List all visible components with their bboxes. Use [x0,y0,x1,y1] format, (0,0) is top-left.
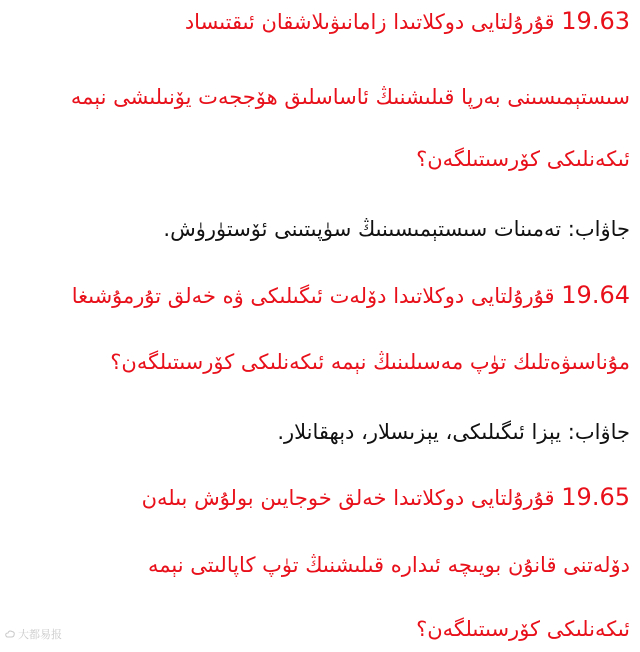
question-19-65-line-2 [10,550,630,580]
watermark [4,626,62,642]
question-19-63-line-1 [10,6,630,36]
question-text: سىستېمىسىنى بەرپا قىلىشنىڭ ئاساسلىق ھۆججەت يۆنىلىشى نېمە [70,85,630,109]
question-19-65-line-3 [10,614,630,644]
question-number: 19.64 [561,281,630,309]
question-text: قۇرۇلتايى دوكلاتىدا دۆلەت ئىگىلىكى ۋە خەلق تۇرمۇشىغا [71,284,555,308]
answer-19-63 [10,214,630,244]
question-19-65-line-1 [10,482,630,512]
question-number: 19.63 [561,7,630,35]
cloud-logo-icon [4,628,16,640]
watermark-text: 大都易报 [18,628,62,641]
answer-text: جاۋاب: تەمىنات سىستېمىسىنىڭ سۈپىتىنى ئۆستۈرۈش. [163,217,630,241]
question-number: 19.65 [561,483,630,511]
question-text: ئىكەنلىكى كۆرسىتىلگەن؟ [416,147,630,171]
question-text: دۆلەتنى قانۇن بويىچە ئىدارە قىلىشنىڭ تۈپ كاپالىتى نېمە [147,553,630,577]
question-19-63-line-3 [10,144,630,174]
answer-text: جاۋاب: يېزا ئىگىلىكى، يېزىسلار، دېھقانلار. [277,420,630,444]
question-19-64-line-2 [10,347,630,377]
question-text: مۇناسىۋەتلىك تۈپ مەسىلىنىڭ نېمە ئىكەنلىكى كۆرسىتىلگەن؟ [110,350,630,374]
question-text: ئىكەنلىكى كۆرسىتىلگەن؟ [416,617,630,641]
question-text: قۇرۇلتايى دوكلاتىدا خەلق خوجايىن بولۇش بىلەن [141,486,555,510]
question-19-64-line-1 [10,280,630,310]
answer-19-64 [10,417,630,447]
question-19-63-line-2 [10,82,630,112]
question-text: قۇرۇلتايى دوكلاتىدا زامانىۋىلاشقان ئىقتىساد [184,10,555,34]
